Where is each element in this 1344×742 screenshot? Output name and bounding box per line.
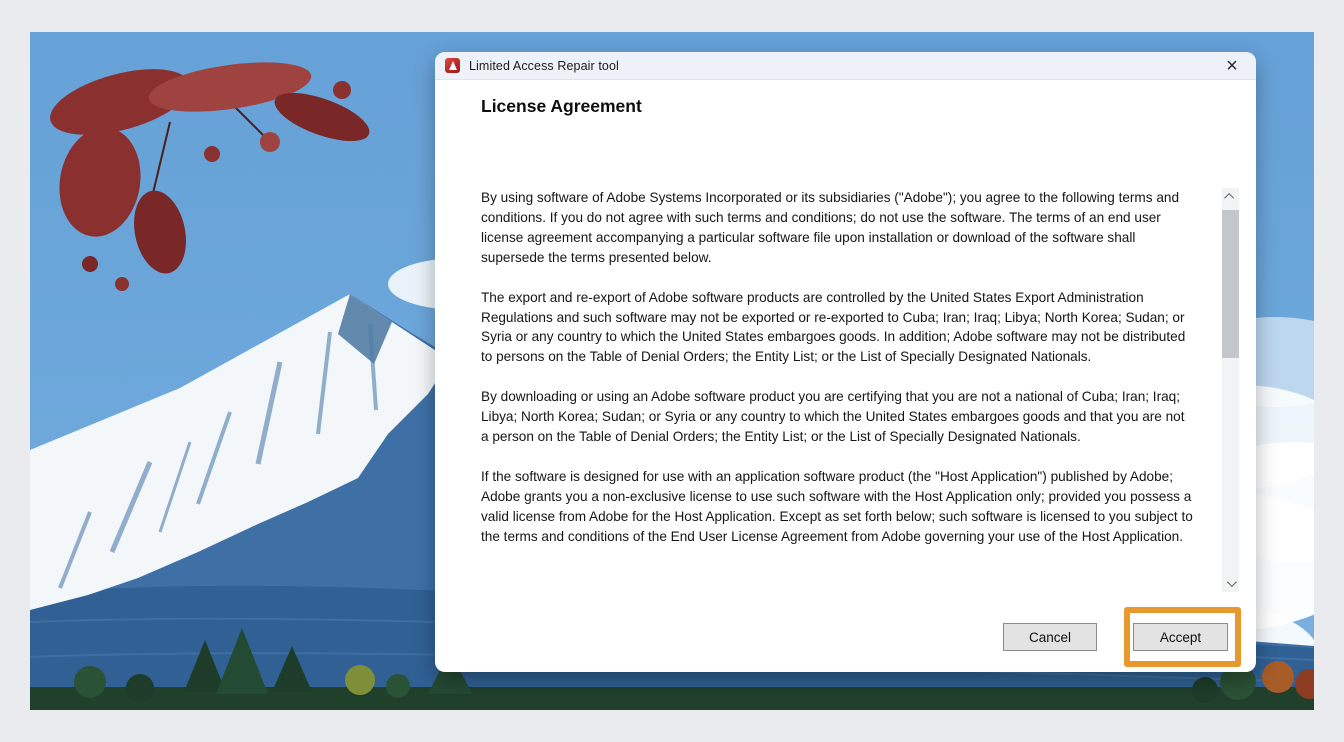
page-title: License Agreement [481, 96, 642, 116]
window-title: Limited Access Repair tool [469, 58, 619, 73]
chevron-up-icon [1224, 193, 1234, 203]
license-paragraph: If the software is designed for use with an application software product (the "Host Application") published by Adobe; Adobe grants you a non-exclusive license to use such software with the Host Application only; provided you possess a valid license from Adobe for the Host Application. Except as set forth below; such software is licensed to you subject to the terms and conditions of the End User License Agreement from Adobe governing your use of the Host Application. [481, 468, 1193, 544]
license-scroll-area [481, 188, 1239, 592]
scroll-up-button[interactable] [1222, 188, 1239, 205]
license-paragraph: By using software of Adobe Systems Incorporated or its subsidiaries ("Adobe"); you agree to the following terms and conditions. If you do not agree with such terms and conditions; do not use the software. The terms of an end user license agreement accompanying a particular software file upon installation or download of the software shall supersede the terms presented below. [481, 190, 1180, 265]
scrollbar[interactable] [1222, 188, 1239, 592]
license-text [481, 188, 1195, 592]
cancel-button[interactable]: Cancel [1003, 623, 1097, 651]
accept-button[interactable]: Accept [1133, 623, 1228, 651]
chevron-down-icon [1227, 577, 1237, 587]
license-paragraph: The export and re-export of Adobe software products are controlled by the United States Export Administration Regulations and such software may not be exported or re-exported to Cuba; Iran; Iraq; Libya; North Korea; Sudan; or Syria or any country to which the United States embargoes goods. In addition; Adobe software may not be distributed to persons on the Table of Denial Orders; the Entity List; or the List of Specially Designated Nationals. [481, 289, 1186, 365]
scrollbar-thumb[interactable] [1222, 210, 1239, 358]
scroll-down-button[interactable] [1222, 575, 1239, 592]
close-icon[interactable]: × [1226, 54, 1238, 77]
adobe-app-icon [445, 58, 460, 73]
limited-access-repair-dialog [435, 52, 1256, 672]
license-paragraph: By downloading or using an Adobe software product you are certifying that you are not a national of Cuba; Iran; Iraq; Libya; North Korea; Sudan; or Syria or any country to which the United States embargoes goods and that you are not a person on the Table of Denial Orders; the Entity List; or the List of Specially Designated Nationals. [481, 389, 1185, 445]
titlebar[interactable] [435, 52, 1256, 80]
